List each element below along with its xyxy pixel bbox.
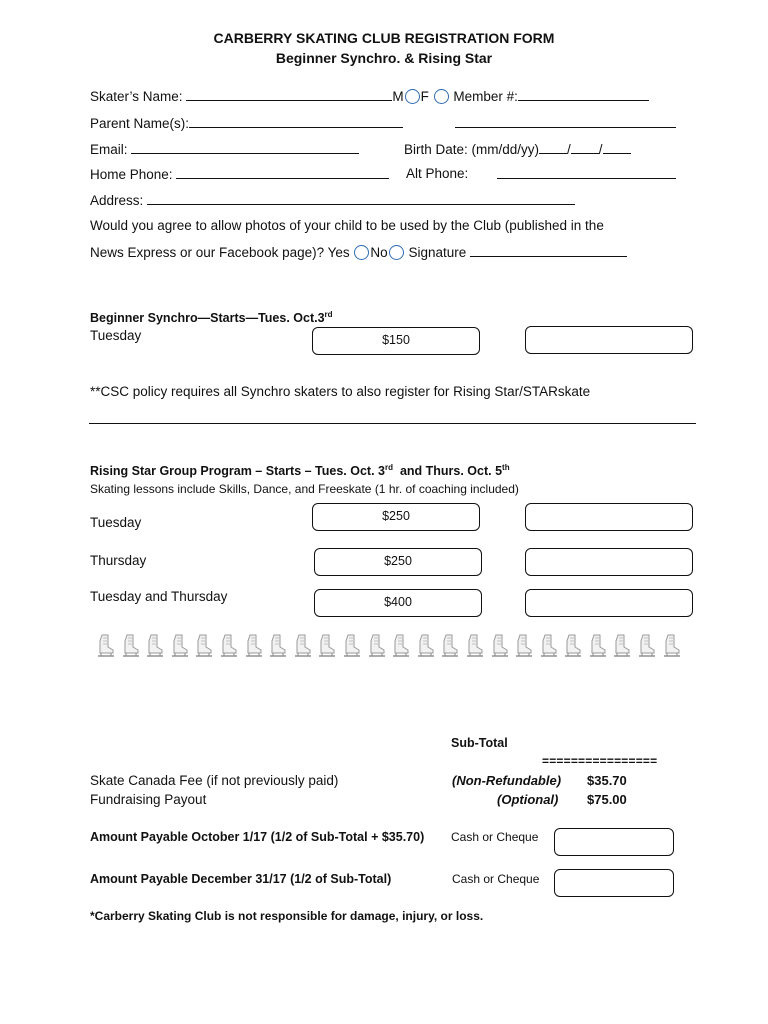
photo-no-radio[interactable] <box>389 245 404 260</box>
skate-icon <box>563 633 582 659</box>
photo-no-label: No <box>370 245 388 260</box>
rising-day-thursday: Thursday <box>90 553 147 568</box>
skate-icon <box>416 633 435 659</box>
payable-october-box[interactable] <box>554 828 674 856</box>
alt-phone-row <box>406 166 468 181</box>
parent-label: Parent Name(s): <box>90 116 190 131</box>
skate-icon <box>317 633 336 659</box>
form-title: CARBERRY SKATING CLUB REGISTRATION FORM <box>213 30 555 46</box>
synchro-policy-note: **CSC policy requires all Synchro skaters to also register for Rising Star/STARskate <box>90 384 591 399</box>
male-radio[interactable] <box>405 89 420 104</box>
rising-day-both: Tuesday and Thursday <box>90 589 228 604</box>
birth-sep-1: / <box>567 142 571 157</box>
member-input[interactable] <box>518 88 649 101</box>
alt-phone-label: Alt Phone: <box>406 166 469 181</box>
synchro-day: Tuesday <box>90 328 142 343</box>
rising-both-select-box[interactable] <box>525 589 693 617</box>
section-divider <box>89 423 696 424</box>
skate-canada-amount: $35.70 <box>587 773 627 788</box>
rising-day-tuesday: Tuesday <box>90 515 142 530</box>
rising-both-price-box: $400 <box>314 589 482 617</box>
skate-icon <box>612 633 631 659</box>
synchro-heading <box>90 310 333 325</box>
address-label: Address: <box>90 193 144 208</box>
form-subtitle: Beginner Synchro. & Rising Star <box>275 50 493 66</box>
skate-canada-fee-label: Skate Canada Fee (if not previously paid) <box>90 773 339 788</box>
skater-name-label: Skater’s Name: <box>90 89 183 104</box>
rising-heading-text-a: Rising Star Group Program – Starts – Tues. Oct. 3 <box>90 464 385 478</box>
payable-december-label: Amount Payable December 31/17 (1/2 of Sub-Total) <box>90 872 392 886</box>
female-label: F <box>420 89 429 104</box>
skate-icon <box>465 633 484 659</box>
skate-icon <box>391 633 410 659</box>
skate-icon <box>342 633 361 659</box>
fundraising-label: Fundraising Payout <box>90 792 207 807</box>
parent-input-2[interactable] <box>455 115 676 128</box>
member-label: Member #: <box>453 89 518 104</box>
payable-december-method: Cash or Cheque <box>452 872 540 886</box>
skate-icon <box>244 633 263 659</box>
birth-dd-input[interactable] <box>571 141 599 154</box>
photo-consent-row <box>90 244 627 260</box>
photo-question-line-2: News Express or our Facebook page)? Yes <box>90 245 350 260</box>
skate-icon <box>588 633 607 659</box>
skate-decoration-row <box>96 633 681 659</box>
parent-input-1[interactable] <box>189 115 403 128</box>
subtotal-rule: ================ <box>542 754 658 768</box>
skater-name-input[interactable] <box>186 88 392 101</box>
photo-question-line-1: Would you agree to allow photos of your child to be used by the Club (published in the <box>90 218 604 233</box>
male-label: M <box>392 89 404 104</box>
payable-october-method: Cash or Cheque <box>451 830 539 844</box>
skate-icon <box>219 633 238 659</box>
subtotal-label: Sub-Total <box>451 736 508 750</box>
skate-icon <box>194 633 213 659</box>
birth-mm-input[interactable] <box>539 141 567 154</box>
skate-icon <box>637 633 656 659</box>
synchro-price-box: $150 <box>312 327 480 355</box>
skate-icon <box>96 633 115 659</box>
birth-label: Birth Date: (mm/dd/yy) <box>404 142 540 157</box>
synchro-heading-sup: rd <box>324 310 333 319</box>
email-label: Email: <box>90 142 128 157</box>
rising-note: Skating lessons include Skills, Dance, and Freeskate (1 hr. of coaching included) <box>90 482 519 496</box>
email-input[interactable] <box>131 141 359 154</box>
skate-icon <box>367 633 386 659</box>
skate-icon <box>514 633 533 659</box>
fundraising-amount: $75.00 <box>587 792 627 807</box>
skate-icon <box>145 633 164 659</box>
signature-input[interactable] <box>470 244 627 257</box>
payable-december-box[interactable] <box>554 869 674 897</box>
skate-icon <box>539 633 558 659</box>
rising-heading-sup-1: rd <box>384 463 393 472</box>
rising-thursday-select-box[interactable] <box>525 548 693 576</box>
fundraising-tag: (Optional) <box>497 792 559 807</box>
rising-heading-sup-2: th <box>502 463 510 472</box>
female-radio[interactable] <box>434 89 449 104</box>
photo-yes-radio[interactable] <box>354 245 369 260</box>
payable-october-label: Amount Payable October 1/17 (1/2 of Sub-Total + $35.70) <box>90 830 425 844</box>
liability-disclaimer: *Carberry Skating Club is not responsible for damage, injury, or loss. <box>90 909 484 923</box>
home-phone-label: Home Phone: <box>90 167 173 182</box>
rising-tuesday-price-box: $250 <box>312 503 480 531</box>
birth-yy-input[interactable] <box>603 141 631 154</box>
skater-name-row <box>90 88 649 104</box>
skate-icon <box>121 633 140 659</box>
birth-row <box>404 141 631 157</box>
address-input[interactable] <box>147 192 575 205</box>
skate-icon <box>490 633 509 659</box>
rising-tuesday-select-box[interactable] <box>525 503 693 531</box>
email-row <box>90 141 359 157</box>
skate-icon <box>293 633 312 659</box>
birth-sep-2: / <box>598 142 603 157</box>
home-phone-input[interactable] <box>176 166 389 179</box>
skate-icon <box>170 633 189 659</box>
rising-thursday-price-box: $250 <box>314 548 482 576</box>
synchro-heading-text: Beginner Synchro—Starts—Tues. Oct.3 <box>90 311 325 325</box>
skate-icon <box>440 633 459 659</box>
skate-icon <box>268 633 287 659</box>
signature-label: Signature <box>408 245 467 260</box>
rising-heading <box>90 463 510 478</box>
skate-icon <box>662 633 681 659</box>
parent-row <box>90 115 403 131</box>
synchro-select-box[interactable] <box>525 326 693 354</box>
home-phone-row <box>90 166 389 182</box>
alt-phone-input[interactable] <box>497 166 676 179</box>
address-row <box>90 192 575 208</box>
skate-canada-tag: (Non-Refundable) <box>452 773 562 788</box>
rising-heading-text-b: and Thurs. Oct. 5 <box>399 464 503 478</box>
